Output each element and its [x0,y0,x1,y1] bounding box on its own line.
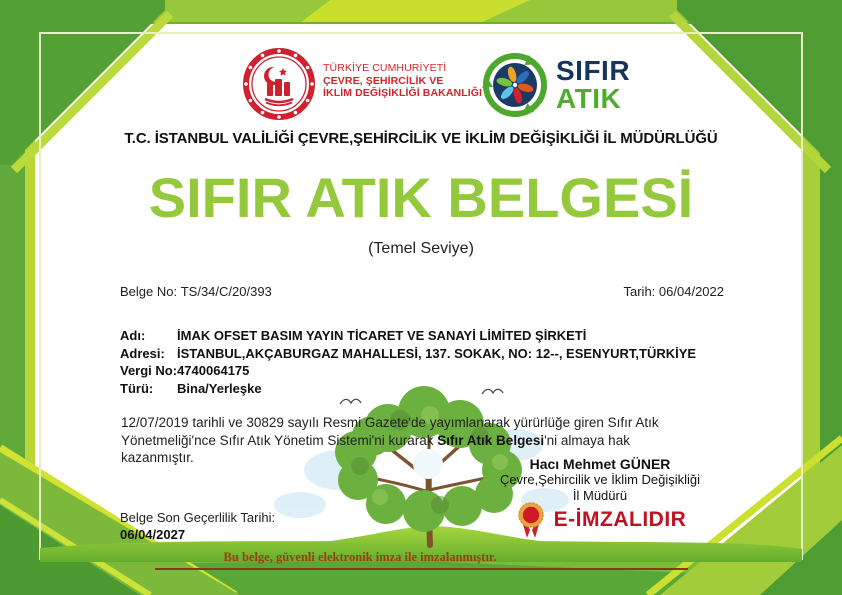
signature-block [440,456,760,504]
seal-icon [514,501,548,539]
detail-row-turu [120,380,696,398]
certificate-level: (Temel Seviye) [368,240,474,257]
detail-label: Vergi No: [120,363,178,379]
ministry-name [323,62,482,121]
detail-row-vergi-no [120,362,696,380]
detail-value: Bina/Yerleşke [177,380,262,396]
belge-no [120,284,272,299]
signer-name: Hacı Mehmet GÜNER [529,456,671,472]
company-details [120,327,696,397]
signer-role-line2: İl Müdürü [572,488,628,503]
validity-label: Belge Son Geçerlilik Tarihi: [120,510,276,525]
belge-no-value: TS/34/C/20/393 [180,284,272,299]
detail-label: Türü: [120,380,154,396]
sifir-atik-logo [482,52,630,118]
sifir-atik-wordmark [556,57,630,113]
certificate-title: SIFIR ATIK BELGESİ [148,166,694,229]
esignature [440,501,760,539]
detail-row-adi [120,327,696,345]
esign-footnote: Bu belge, güvenli elektronik imza ile imzalanmıştır. [223,550,497,564]
detail-value: 4740064175 [177,363,250,379]
ministry-name-line3: İKLİM DEĞİŞİKLİĞİ BAKANLIĞI [323,87,483,99]
ministry-emblem-icon [242,47,316,121]
tarih-label: Tarih: [623,284,656,299]
detail-value: İMAK OFSET BASIM YAYIN TİCARET VE SANAYİ LİMİTED ŞİRKETİ [177,328,587,343]
detail-row-adresi [120,345,696,363]
tarih-value: 06/04/2022 [658,284,724,299]
detail-value: İSTANBUL,AKÇABURGAZ MAHALLESİ, 137. SOKAK, NO: 12--, ESENYURT,TÜRKİYE [177,345,697,361]
ministry-name-line2: ÇEVRE, ŞEHİRCİLİK VE [323,74,444,87]
statement-part1: 12/07/2019 tarihli ve 30829 sayılı Resmi Gazete'de yayımlanarak yürürlüğe giren Sıfır Atık Yönetmeliği'nce Sıfır Atık Yönetim Sistemi'ni kurarak [121,415,659,448]
validity-value: 06/04/2027 [120,527,186,542]
esign-label: E-İMZALIDIR [553,508,687,531]
statement-bold: Sıfır Atık Belgesi [437,432,545,448]
belge-no-label: Belge No: [120,284,178,299]
recycle-emblem-icon [482,52,548,118]
ministry-logo [242,47,482,121]
sifir-text: SIFIR [556,55,631,86]
validity-block [120,509,275,543]
signer-role-line1: Çevre,Şehircilik ve İklim Değişikliği [499,472,701,487]
statement-part2: 'ni almaya hak kazanmıştır. [121,432,630,465]
tarih [624,284,725,299]
footer-divider [155,568,688,570]
atik-text: ATIK [556,83,622,114]
detail-label: Adresi: [120,345,165,361]
ministry-name-line1: TÜRKİYE CUMHURİYETİ [323,62,447,74]
issuing-authority: T.C. İSTANBUL VALİLİĞİ ÇEVRE,ŞEHİRCİLİK VE İKLİM DEĞİŞİKLİĞİ İL MÜDÜRLÜĞÜ [124,130,718,147]
detail-label: Adı: [120,328,146,343]
